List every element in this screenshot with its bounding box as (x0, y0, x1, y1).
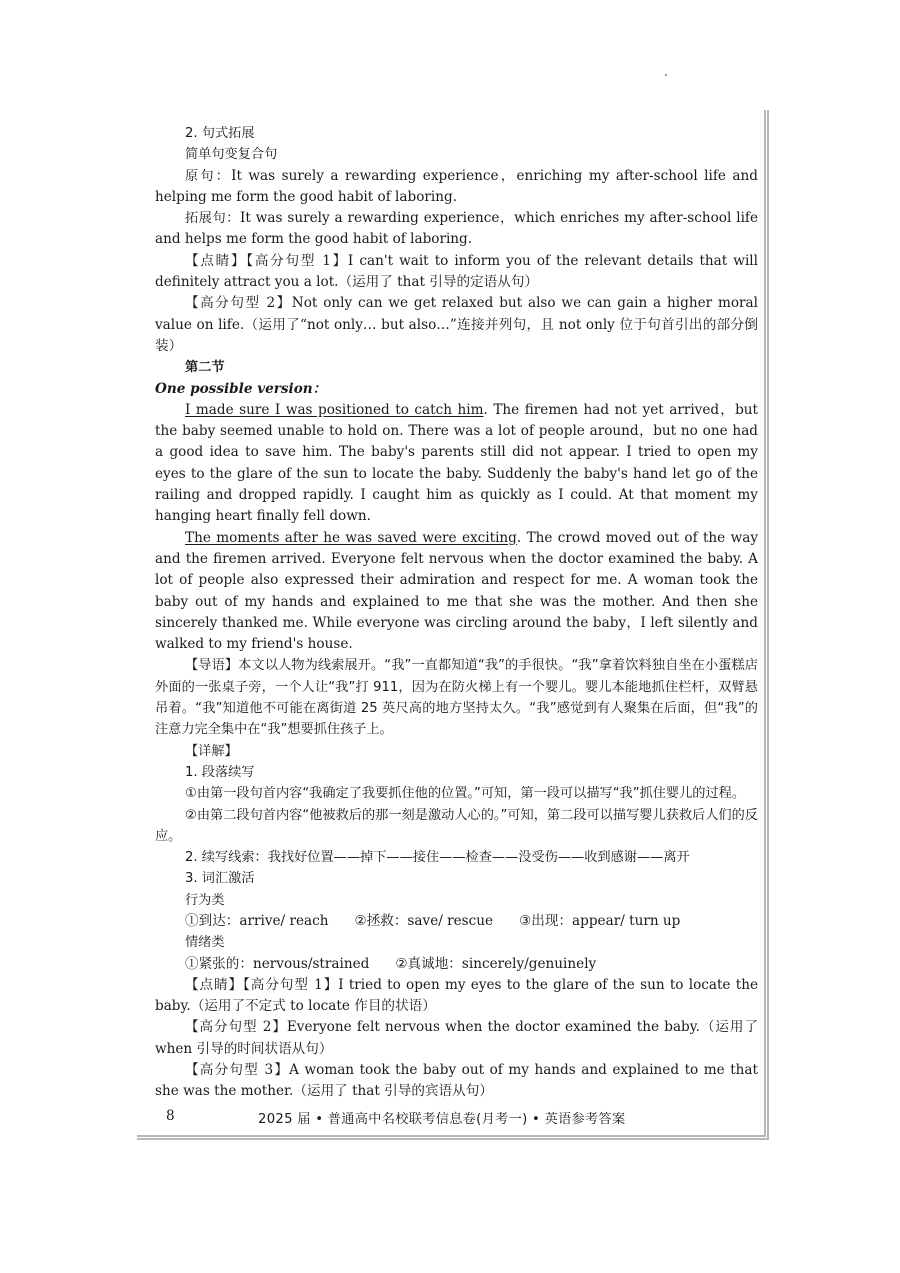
category-actions: 行为类 (185, 892, 225, 908)
extended-text: It was surely a rewarding experience，which enriches my after-school life and helps me form the good habit of laboring. (155, 210, 759, 248)
scan-speck (665, 74, 667, 76)
category-emotions: 情绪类 (185, 935, 225, 951)
original-sentence (155, 166, 758, 209)
vocab-actions (155, 911, 758, 932)
paragraph-2-body: . The crowd moved out of the way and the firemen arrived. Everyone felt nervous when the doctor examined the baby. A lot of people also expressed their admiration and respect for me. A woman took the baby out of my hands and explained to me that she was the mother. And then she sincerely thanked me. While everyone was circling around the baby，I left silently and walked to my friend's house. (155, 529, 758, 653)
highlight-sentence-2: 【高分句型 2】Not only can we get relaxed but also we can gain a higher moral value on life.（运用了“not only… but also…”连接并列句，且 not only 位于句首引出的部分倒装） (155, 295, 758, 354)
vocab-appear: ③出现：appear/ turn up (519, 912, 681, 929)
version-heading: One possible version： (155, 380, 327, 397)
answer-content (155, 123, 758, 1103)
vocab-arrive: ①到达：arrive/ reach (185, 912, 329, 929)
footer-title: 2025 届 • 普通高中名校联考信息卷(月考一) • 英语参考答案 (258, 1112, 626, 1127)
highlight-sentence-4: 【高分句型 2】Everyone felt nervous when the doctor examined the baby.（运用了 when 引导的时间状语从句） (155, 1019, 758, 1057)
detail-item-1a: ①由第一段句首内容“我确定了我要抓住他的位置。”可知，第一段可以描写“我”抓住婴儿的过程。 (185, 786, 746, 802)
page-number: 8 (166, 1108, 175, 1124)
vocab-nervous: ①紧张的：nervous/strained (185, 955, 370, 972)
detail-item-1: 1. 段落续写 (185, 764, 255, 780)
vocab-sincerely: ②真诚地：sincerely/genuinely (395, 955, 597, 972)
guide-paragraph: 【导语】本文以人物为线索展开。“我”一直都知道“我”的手很快。“我”拿着饮料独自坐在小蛋糕店外面的一张桌子旁，一个人让“我”打 911，因为在防火梯上有一个婴儿。婴儿本能地抓住栏杆，双臂悬吊着。“我”知道他不可能在离街道 25 英尺高的地方坚持太久。“我”感觉到有人聚集在后面，但“我”的注意力完全集中在“我”想要抓住孩子上。 (155, 658, 758, 738)
paragraph-1-body: . The firemen had not yet arrived，but the baby seemed unable to hold on. There was a lot of people around，but no one had a good idea to save him. The baby's parents still did not appear. I tried to open my eyes to the glare of the sun to locate the baby. Suddenly the baby's hand let go of the railing and dropped rapidly. I caught him as quickly as I could. At that moment my hanging heart finally fell down. (155, 401, 759, 525)
detail-item-3: 3. 词汇激活 (185, 871, 255, 887)
extended-sentence (155, 208, 758, 251)
paragraph-1 (155, 400, 758, 528)
detail-item-1b: ②由第二段句首内容“他被救后的那一刻是激动人心的。”可知，第二段可以描写婴儿获救后人们的反应。 (155, 807, 758, 844)
detail-item-2: 2. 续写线索：我找好位置——掉下——接住——检查——没受伤——收到感谢——离开 (185, 850, 690, 866)
detail-heading: 【详解】 (185, 743, 238, 759)
vocab-emotions (155, 954, 758, 975)
extended-label: 拓展句： (185, 211, 241, 227)
highlight-sentence-5: 【高分句型 3】A woman took the baby out of my hands and explained to me that she was the mother.（运用了 that 引导的宾语从句） (155, 1062, 758, 1100)
paragraph-1-opening: I made sure I was positioned to catch him (185, 401, 484, 418)
paragraph-2-opening: The moments after he was saved were exciting (185, 529, 517, 546)
vocab-save: ②拯救：save/ rescue (354, 912, 494, 929)
original-text: It was surely a rewarding experience，enriching my after-school life and helping me form the good habit of laboring. (155, 167, 758, 205)
original-label: 原句： (185, 168, 232, 184)
highlight-sentence-1: 【点睛】【高分句型 1】I can't wait to inform you of the relevant details that will definitely attract you a lot.（运用了 that 引导的定语从句） (155, 252, 758, 291)
highlight-sentence-3: 【点睛】【高分句型 1】I tried to open my eyes to the glare of the sun to locate the baby.（运用了不定式 to locate 作目的状语） (155, 976, 758, 1015)
part-two-heading: 第二节 (185, 360, 225, 376)
subheading: 简单句变复合句 (185, 147, 278, 163)
section-heading: 2. 句式拓展 (185, 126, 255, 141)
paragraph-2 (155, 528, 758, 656)
